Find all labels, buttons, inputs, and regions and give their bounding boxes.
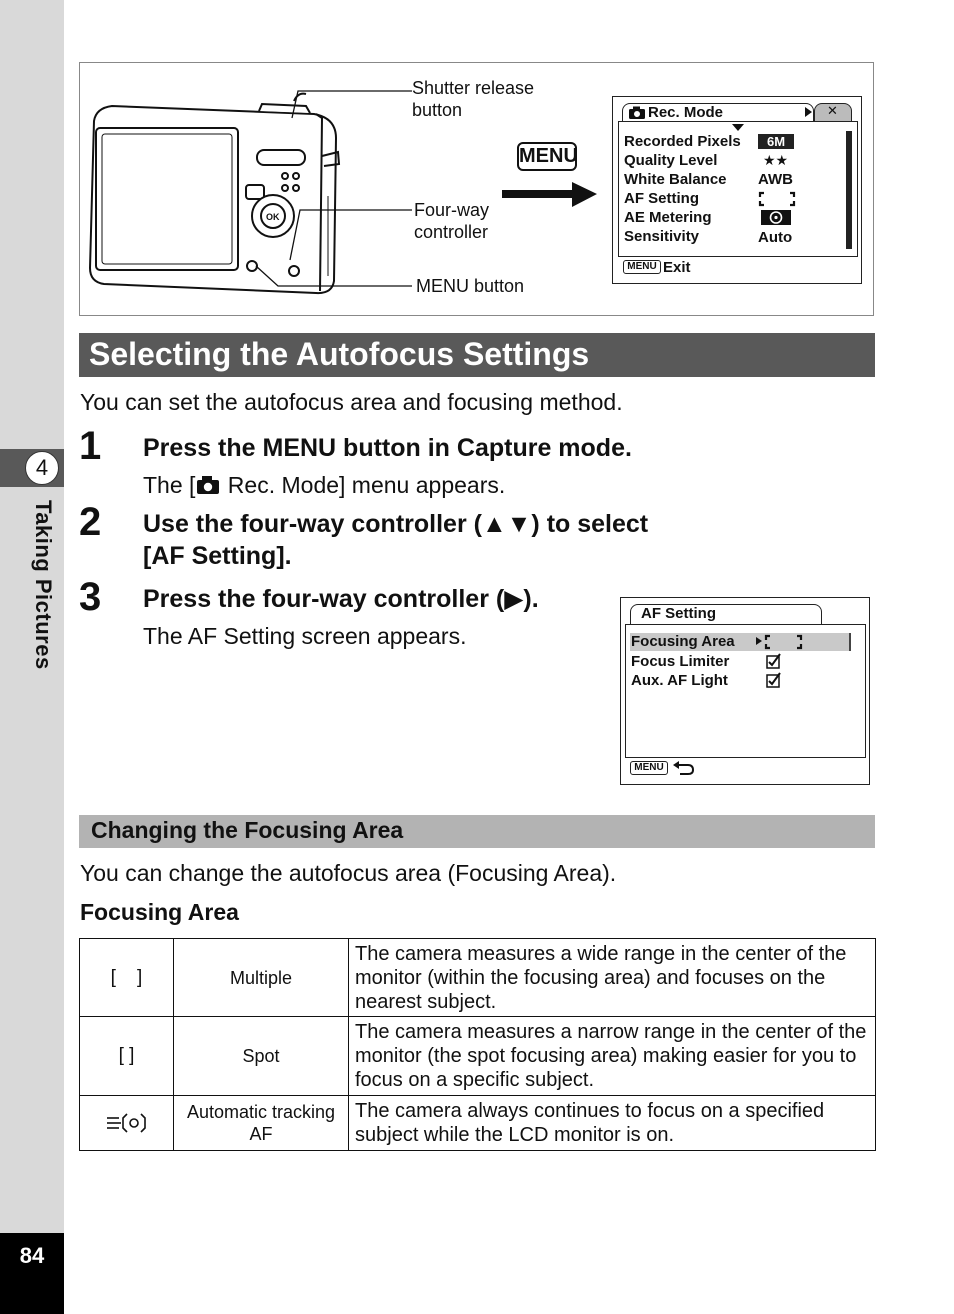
section-intro: You can set the autofocus area and focusing method. [80, 389, 623, 415]
checkbox-checked-icon [766, 672, 782, 688]
table-row [80, 1017, 876, 1096]
camera-icon [195, 475, 221, 495]
setup-tab [814, 103, 852, 121]
white-balance-value: AWB [758, 171, 793, 188]
callout-lines [200, 80, 420, 295]
step-1-number: 1 [79, 424, 102, 468]
menu-footer-key-icon: MENU [623, 260, 661, 274]
menu-row-ae-metering: AE Metering [624, 209, 712, 226]
quality-level-value: ★★ [763, 152, 789, 168]
option-right-arrow-icon [756, 637, 762, 645]
multiple-focus-area-icon [764, 634, 804, 650]
chapter-label: Taking Pictures [31, 500, 56, 670]
focus-symbol-spot: [ ] [80, 1017, 174, 1096]
step-1-title: Press the MENU button in Capture mode. [143, 434, 632, 462]
focusing-area-table [79, 938, 876, 1151]
menu-row-af-setting: AF Setting [624, 190, 699, 207]
back-arrow-icon [672, 760, 696, 776]
af-row-focus-limiter: Focus Limiter [631, 653, 730, 670]
wrench-icon: ✕ [827, 103, 838, 118]
step-3-title: Press the four-way controller (▶). [143, 585, 539, 613]
focus-name: Spot [174, 1017, 349, 1096]
rec-mode-tab-label: Rec. Mode [648, 104, 724, 121]
menu-key-icon: MENU [517, 142, 577, 171]
menu-scrollbar [846, 131, 852, 249]
subsection-title: Changing the Focusing Area [91, 817, 404, 843]
step-3-number: 3 [79, 575, 102, 619]
chapter-number: 4 [25, 451, 59, 485]
tab-right-arrow-icon [805, 107, 812, 117]
multiple-focus-area-icon [758, 191, 796, 207]
af-row-aux-af-light: Aux. AF Light [631, 672, 728, 689]
table-row [80, 939, 876, 1017]
focus-symbol-tracking [80, 1096, 174, 1151]
multi-segment-metering-icon [760, 209, 792, 226]
focus-symbol-multiple: [ ] [80, 939, 174, 1017]
checkbox-checked-icon [766, 653, 782, 669]
focus-description: The camera measures a wide range in the center of the monitor (within the focusing area) and focuses on the nearest subject. [349, 939, 876, 1017]
af-setting-tab-label: AF Setting [641, 605, 716, 622]
subsection-intro: You can change the autofocus area (Focusing Area). [80, 860, 617, 886]
section-title: Selecting the Autofocus Settings [89, 336, 590, 372]
focus-description: The camera measures a narrow range in the center of the monitor (the spot focusing area) making easier for you to focus on a specific subject. [349, 1017, 876, 1096]
recorded-pixels-value: 6M [758, 134, 794, 149]
table-heading: Focusing Area [80, 899, 239, 925]
menu-row-white-balance: White Balance [624, 171, 727, 188]
focus-description: The camera always continues to focus on a specified subject while the LCD monitor is on. [349, 1096, 876, 1151]
table-row [80, 1096, 876, 1151]
menu-row-recorded-pixels: Recorded Pixels [624, 133, 741, 150]
step-2-title: Use the four-way controller (▲▼) to select [AF Setting]. [143, 510, 649, 570]
svg-text:OK: OK [266, 212, 280, 222]
camera-icon [628, 106, 646, 120]
step-2-number: 2 [79, 500, 102, 544]
step-3-note: The AF Setting screen appears. [143, 623, 467, 649]
focus-name: Automatic tracking AF [174, 1096, 349, 1151]
af-footer-menu-key-icon: MENU [630, 761, 668, 775]
step-1-note: The [ Rec. Mode] menu appears. [143, 472, 506, 498]
menu-row-quality-level: Quality Level [624, 152, 718, 169]
callout-shutter: Shutter release button [412, 78, 535, 120]
menu-row-sensitivity: Sensitivity [624, 228, 700, 245]
focus-name: Multiple [174, 939, 349, 1017]
callout-four-way: Four-way controller [414, 200, 490, 242]
af-row-focusing-area: Focusing Area [631, 633, 735, 650]
callout-menu-button: MENU button [416, 276, 525, 296]
page-number: 84 [19, 1243, 45, 1268]
menu-footer-exit: Exit [663, 259, 691, 276]
sensitivity-value: Auto [758, 229, 793, 246]
arrow-right-icon [500, 180, 600, 210]
auto-tracking-af-icon [105, 1111, 149, 1135]
